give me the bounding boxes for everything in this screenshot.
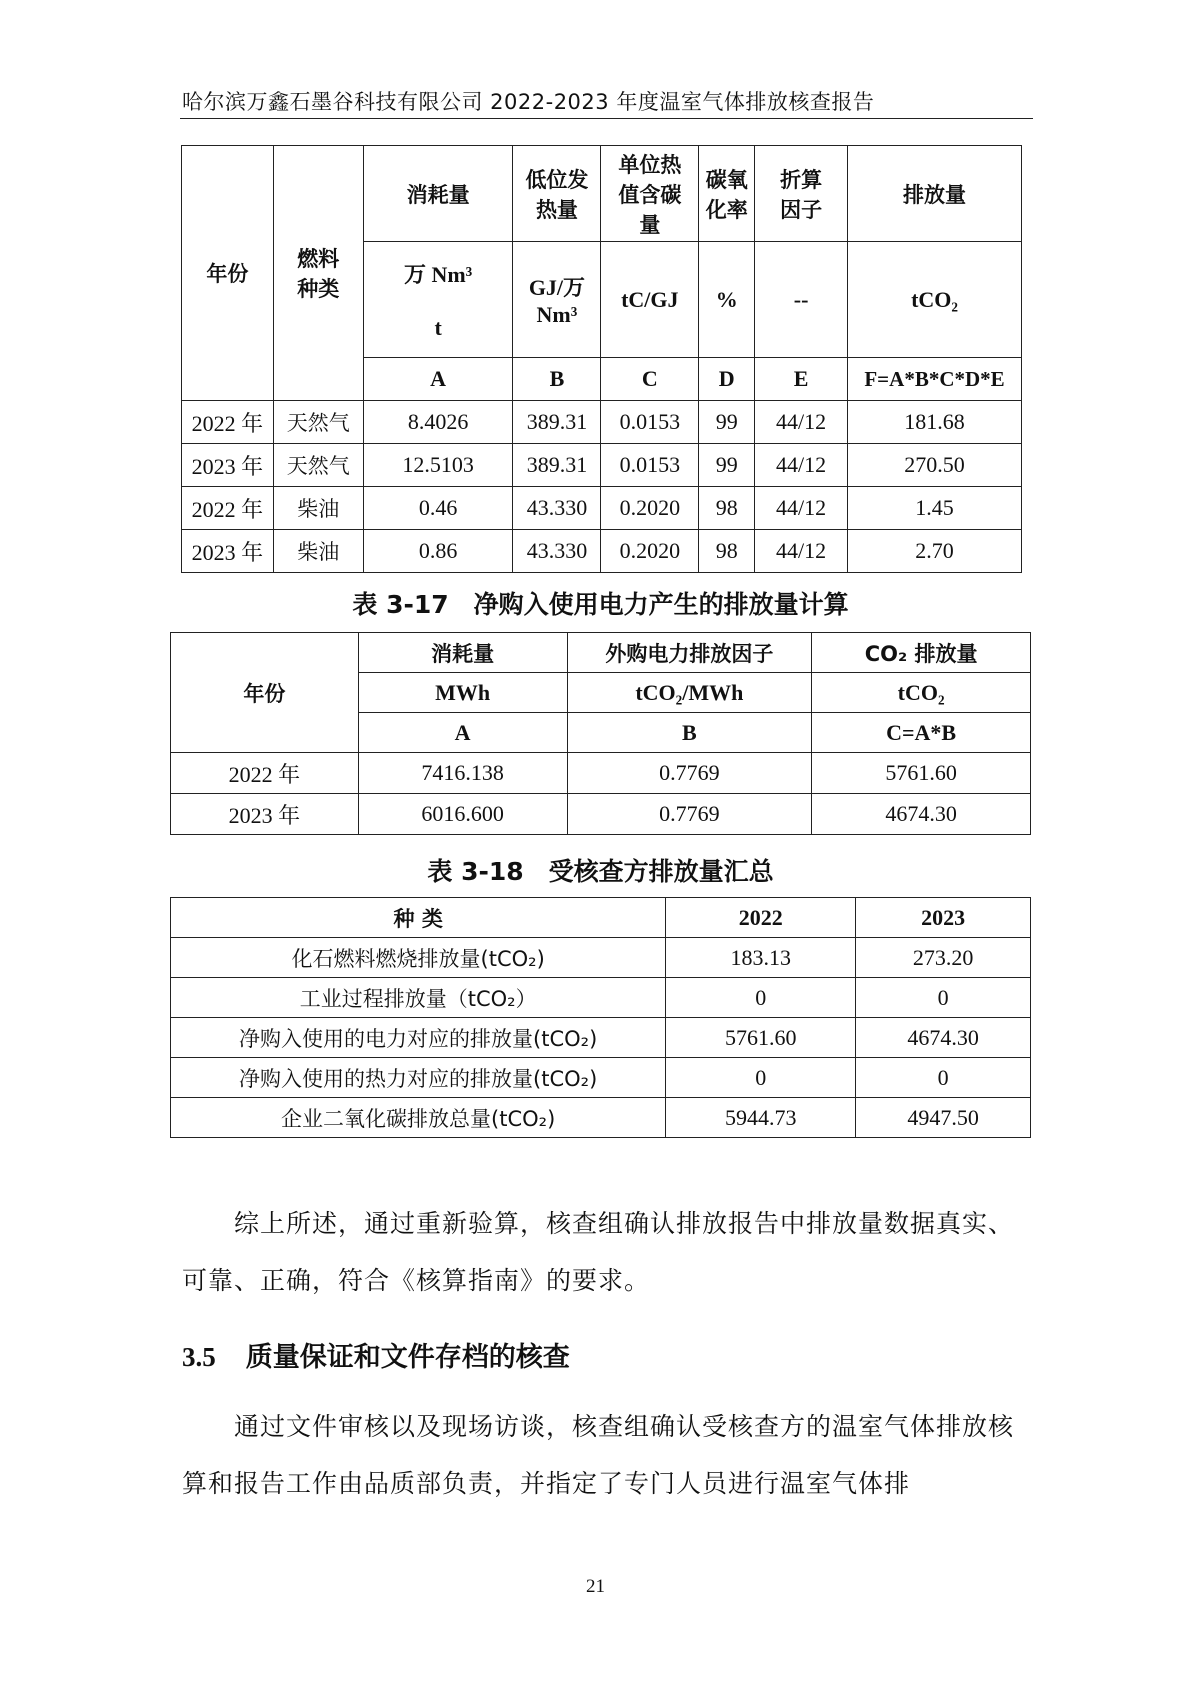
cell-year: 2023 年 xyxy=(171,794,359,835)
section-title: 质量保证和文件存档的核查 xyxy=(245,1342,570,1373)
header-year: 年份 xyxy=(171,633,359,753)
cell-oxidation-rate: 98 xyxy=(699,487,755,530)
cell-low-heat-value: 43.330 xyxy=(513,530,601,573)
electricity-emission-table xyxy=(170,632,1031,835)
header-year: 年份 xyxy=(182,146,274,401)
unit-low-heat-value: GJ/万 Nm³ xyxy=(513,242,601,358)
header-oxidation-rate: 碳氧化率 xyxy=(699,146,755,242)
cell-low-heat-value: 43.330 xyxy=(513,487,601,530)
cell-emissions: 2.70 xyxy=(848,530,1022,573)
unit-consumption: MWh xyxy=(358,673,567,713)
cell-oxidation-rate: 99 xyxy=(699,401,755,444)
unit-conversion-factor: -- xyxy=(755,242,848,358)
letter-b: B xyxy=(567,713,812,753)
unit-emission-factor: tCO₂/MWh xyxy=(567,673,812,713)
letter-a: A xyxy=(358,713,567,753)
cell-carbon-content: 0.0153 xyxy=(601,401,699,444)
cell-fuel: 天然气 xyxy=(273,401,363,444)
header-consumption: 消耗量 xyxy=(363,146,513,242)
cell-category: 净购入使用的电力对应的排放量(tCO₂) xyxy=(171,1018,666,1058)
cell-consumption: 8.4026 xyxy=(363,401,513,444)
cell-category: 企业二氧化碳排放总量(tCO₂) xyxy=(171,1098,666,1138)
header-fuel-type: 燃料种类 xyxy=(273,146,363,401)
page-number: 21 xyxy=(586,1576,605,1597)
letter-d: D xyxy=(699,358,755,401)
header-co2-emissions: CO₂ 排放量 xyxy=(812,633,1031,673)
cell-2023: 273.20 xyxy=(856,938,1031,978)
cell-fuel: 柴油 xyxy=(273,530,363,573)
emission-summary-table xyxy=(170,897,1031,1138)
cell-conversion-factor: 44/12 xyxy=(755,530,848,573)
cell-2022: 0 xyxy=(666,978,856,1018)
cell-2023: 0 xyxy=(856,978,1031,1018)
cell-co2-emissions: 4674.30 xyxy=(812,794,1031,835)
cell-2023: 4947.50 xyxy=(856,1098,1031,1138)
letter-e: E xyxy=(755,358,848,401)
unit-carbon-content: tC/GJ xyxy=(601,242,699,358)
cell-oxidation-rate: 98 xyxy=(699,530,755,573)
cell-category: 工业过程排放量（tCO₂） xyxy=(171,978,666,1018)
cell-emission-factor: 0.7769 xyxy=(567,753,812,794)
table-row xyxy=(171,978,1031,1018)
header-divider xyxy=(180,118,1033,119)
unit-consumption-gas: 万 Nm³ xyxy=(403,262,473,287)
letter-formula: C=A*B xyxy=(812,713,1031,753)
table3-caption: 表 3-18 受核查方排放量汇总 xyxy=(427,857,774,886)
cell-year: 2022 年 xyxy=(171,753,359,794)
table-row xyxy=(171,1098,1031,1138)
unit-oxidation-rate: % xyxy=(699,242,755,358)
page-header: 哈尔滨万鑫石墨谷科技有限公司 2022-2023 年度温室气体排放核查报告 xyxy=(182,90,875,114)
cell-2022: 0 xyxy=(666,1058,856,1098)
cell-consumption: 7416.138 xyxy=(358,753,567,794)
cell-category: 净购入使用的热力对应的排放量(tCO₂) xyxy=(171,1058,666,1098)
table-row xyxy=(182,401,1022,444)
cell-carbon-content: 0.2020 xyxy=(601,487,699,530)
table-row xyxy=(171,753,1031,794)
header-low-heat-value: 低位发热量 xyxy=(513,146,601,242)
cell-carbon-content: 0.0153 xyxy=(601,444,699,487)
body-paragraph: 通过文件审核以及现场访谈，核查组确认受核查方的温室气体排放核算和报告工作由品质部负责，并指定了专门人员进行温室气体排 xyxy=(182,1412,1015,1498)
cell-category: 化石燃料燃烧排放量(tCO₂) xyxy=(171,938,666,978)
cell-carbon-content: 0.2020 xyxy=(601,530,699,573)
cell-fuel: 柴油 xyxy=(273,487,363,530)
letter-b: B xyxy=(513,358,601,401)
header-consumption: 消耗量 xyxy=(358,633,567,673)
cell-consumption: 0.46 xyxy=(363,487,513,530)
unit-emissions: tCO₂ xyxy=(848,242,1022,358)
cell-year: 2023 年 xyxy=(182,444,274,487)
cell-emission-factor: 0.7769 xyxy=(567,794,812,835)
unit-co2-emissions: tCO₂ xyxy=(812,673,1031,713)
fuel-emission-table xyxy=(181,145,1022,573)
cell-oxidation-rate: 99 xyxy=(699,444,755,487)
letter-c: C xyxy=(601,358,699,401)
header-emissions: 排放量 xyxy=(848,146,1022,242)
letter-formula: F=A*B*C*D*E xyxy=(848,358,1022,401)
table-row xyxy=(171,1058,1031,1098)
cell-emissions: 270.50 xyxy=(848,444,1022,487)
cell-co2-emissions: 5761.60 xyxy=(812,753,1031,794)
unit-consumption xyxy=(363,242,513,358)
cell-year: 2022 年 xyxy=(182,401,274,444)
summary-paragraph: 综上所述，通过重新验算，核查组确认排放报告中排放量数据真实、可靠、正确，符合《核算指南》的要求。 xyxy=(182,1209,1015,1295)
header-conversion-factor: 折算因子 xyxy=(755,146,848,242)
cell-fuel: 天然气 xyxy=(273,444,363,487)
header-2023: 2023 xyxy=(856,898,1031,938)
table-row xyxy=(171,938,1031,978)
cell-conversion-factor: 44/12 xyxy=(755,444,848,487)
cell-low-heat-value: 389.31 xyxy=(513,444,601,487)
section-heading xyxy=(182,1335,570,1374)
cell-2023: 4674.30 xyxy=(856,1018,1031,1058)
cell-consumption: 12.5103 xyxy=(363,444,513,487)
table2-caption: 表 3-17 净购入使用电力产生的排放量计算 xyxy=(352,590,849,619)
section-number: 3.5 xyxy=(182,1342,216,1372)
cell-2022: 183.13 xyxy=(666,938,856,978)
table-row xyxy=(182,530,1022,573)
header-2022: 2022 xyxy=(666,898,856,938)
cell-consumption: 6016.600 xyxy=(358,794,567,835)
cell-emissions: 1.45 xyxy=(848,487,1022,530)
cell-2023: 0 xyxy=(856,1058,1031,1098)
unit-consumption-diesel: t xyxy=(434,315,442,340)
cell-low-heat-value: 389.31 xyxy=(513,401,601,444)
table-row xyxy=(182,444,1022,487)
cell-conversion-factor: 44/12 xyxy=(755,401,848,444)
header-carbon-content: 单位热值含碳量 xyxy=(601,146,699,242)
table-row xyxy=(182,487,1022,530)
header-category: 种 类 xyxy=(171,898,666,938)
cell-year: 2023 年 xyxy=(182,530,274,573)
table-row xyxy=(171,1018,1031,1058)
letter-a: A xyxy=(363,358,513,401)
header-emission-factor: 外购电力排放因子 xyxy=(567,633,812,673)
cell-2022: 5944.73 xyxy=(666,1098,856,1138)
cell-year: 2022 年 xyxy=(182,487,274,530)
table-row xyxy=(171,794,1031,835)
cell-2022: 5761.60 xyxy=(666,1018,856,1058)
cell-emissions: 181.68 xyxy=(848,401,1022,444)
cell-consumption: 0.86 xyxy=(363,530,513,573)
cell-conversion-factor: 44/12 xyxy=(755,487,848,530)
